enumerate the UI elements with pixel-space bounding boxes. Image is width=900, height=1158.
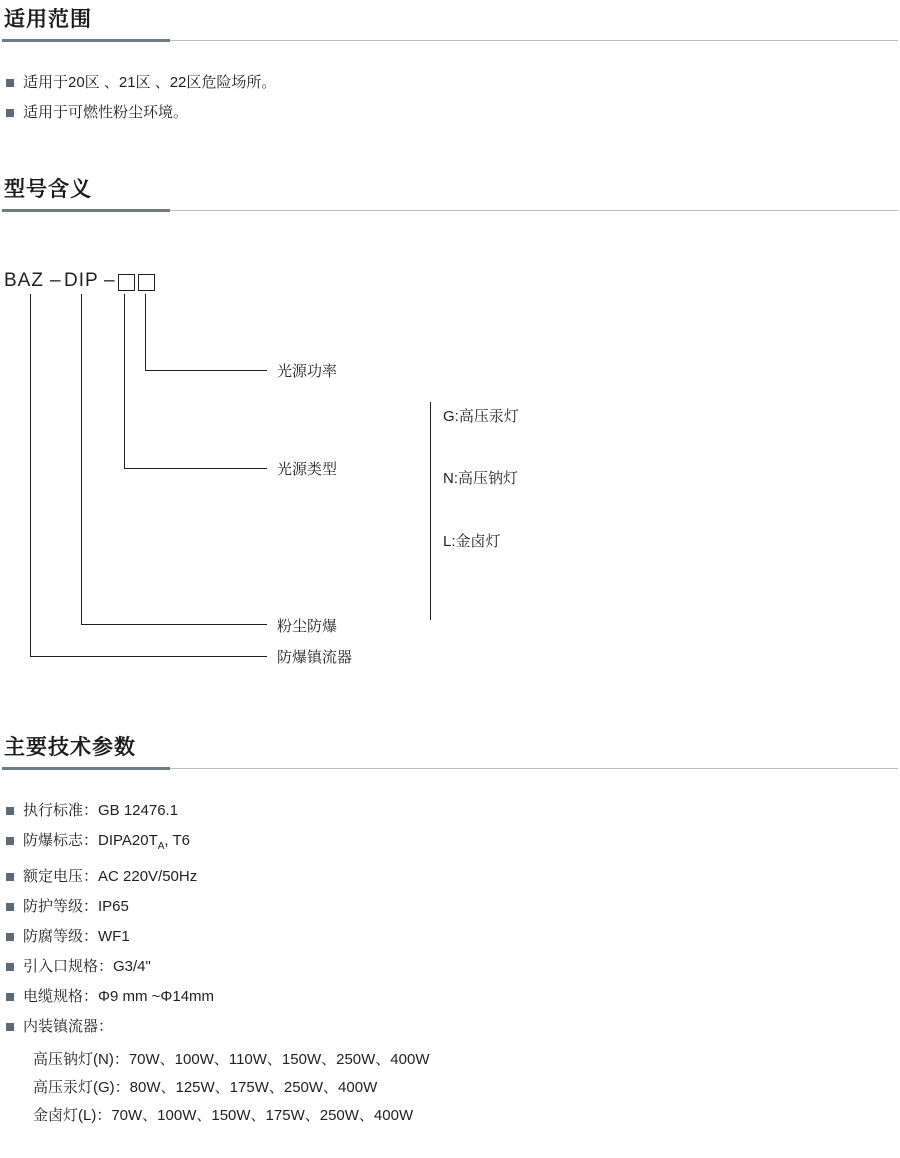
source-type-option-l: L:金卤灯	[443, 533, 501, 550]
square-bullet-icon	[6, 903, 14, 911]
spec-ip-rating: 防护等级：IP65	[23, 898, 129, 916]
square-bullet-icon	[6, 933, 14, 941]
label-ballast: 防爆镇流器	[277, 649, 353, 666]
spec-corrosion-rating: 防腐等级：WF1	[23, 928, 130, 946]
source-type-option-g: G:高压汞灯	[443, 408, 519, 425]
divider-accent	[2, 767, 170, 770]
list-item	[6, 98, 900, 128]
spec-explosion-mark-suffix: , T6	[164, 832, 190, 850]
leader-hline-source-type	[124, 468, 267, 469]
divider-specs	[2, 767, 898, 770]
code-box-power	[138, 274, 155, 291]
list-item	[6, 892, 900, 922]
list-item-label: 适用于20区 、21区 、22区危险场所。	[23, 74, 277, 92]
square-bullet-icon	[6, 873, 14, 881]
square-bullet-icon	[6, 109, 14, 117]
divider-accent	[2, 39, 170, 42]
square-bullet-icon	[6, 1023, 14, 1031]
leader-vline-ballast	[30, 294, 31, 656]
section-specs	[0, 736, 900, 1130]
list-item	[6, 922, 900, 952]
divider-scope	[2, 39, 898, 42]
model-code-diagram	[0, 250, 900, 680]
page-title-specs: 主要技术参数	[4, 736, 136, 759]
source-type-bracket	[430, 402, 431, 620]
ballast-line-sodium: 高压钠灯(N)：70W、100W、110W、150W、250W、400W	[33, 1051, 430, 1069]
list-item	[6, 862, 900, 892]
square-bullet-icon	[6, 837, 14, 845]
square-bullet-icon	[6, 993, 14, 1001]
page-title-scope: 适用范围	[4, 8, 92, 31]
label-source-type: 光源类型	[277, 461, 338, 478]
spec-builtin-ballast: 内装镇流器：	[23, 1018, 114, 1036]
list-item	[6, 796, 900, 826]
list-item	[6, 1012, 900, 1042]
spec-explosion-mark-sub: A	[157, 841, 165, 853]
section-model	[0, 178, 900, 212]
spec-explosion-mark-prefix: 防爆标志：DIPA20T	[23, 832, 158, 850]
scope-list	[0, 68, 900, 128]
leader-hline-dust-proof	[81, 624, 267, 625]
spec-inlet-size: 引入口规格：G3/4"	[23, 958, 151, 976]
list-item	[6, 982, 900, 1012]
spec-standard: 执行标准：GB 12476.1	[23, 802, 179, 820]
leader-hline-power	[145, 370, 267, 371]
ballast-line-metal-halide: 金卤灯(L)：70W、100W、150W、175W、250W、400W	[33, 1107, 414, 1125]
code-dash-1: –	[50, 270, 62, 291]
label-dust-proof: 粉尘防爆	[277, 618, 338, 635]
leader-vline-source-type	[124, 294, 125, 468]
spec-cable-size: 电缆规格：Φ9 mm ~Φ14mm	[23, 988, 215, 1006]
leader-hline-ballast	[30, 656, 267, 657]
list-item	[6, 68, 900, 98]
leader-vline-power	[145, 294, 146, 370]
leader-vline-dust-proof	[81, 294, 82, 624]
list-item	[6, 952, 900, 982]
list-item	[6, 826, 900, 862]
spec-explosion-mark	[23, 826, 190, 862]
code-part-dip: DIP	[64, 270, 99, 291]
code-dash-2: –	[104, 270, 116, 291]
divider-accent	[2, 209, 170, 212]
specs-list	[0, 796, 900, 1042]
code-part-baz: BAZ	[4, 270, 44, 291]
list-item-label: 适用于可燃性粉尘环境。	[23, 104, 189, 122]
square-bullet-icon	[6, 79, 14, 87]
source-type-option-n: N:高压钠灯	[443, 470, 519, 487]
divider-model	[2, 209, 898, 212]
section-scope	[0, 8, 900, 128]
square-bullet-icon	[6, 807, 14, 815]
ballast-line-mercury: 高压汞灯(G)：80W、125W、175W、250W、400W	[33, 1079, 378, 1097]
label-power: 光源功率	[277, 363, 338, 380]
code-box-source-type	[118, 274, 135, 291]
square-bullet-icon	[6, 963, 14, 971]
spec-voltage: 额定电压：AC 220V/50Hz	[23, 868, 198, 886]
page-title-model: 型号含义	[4, 178, 92, 201]
